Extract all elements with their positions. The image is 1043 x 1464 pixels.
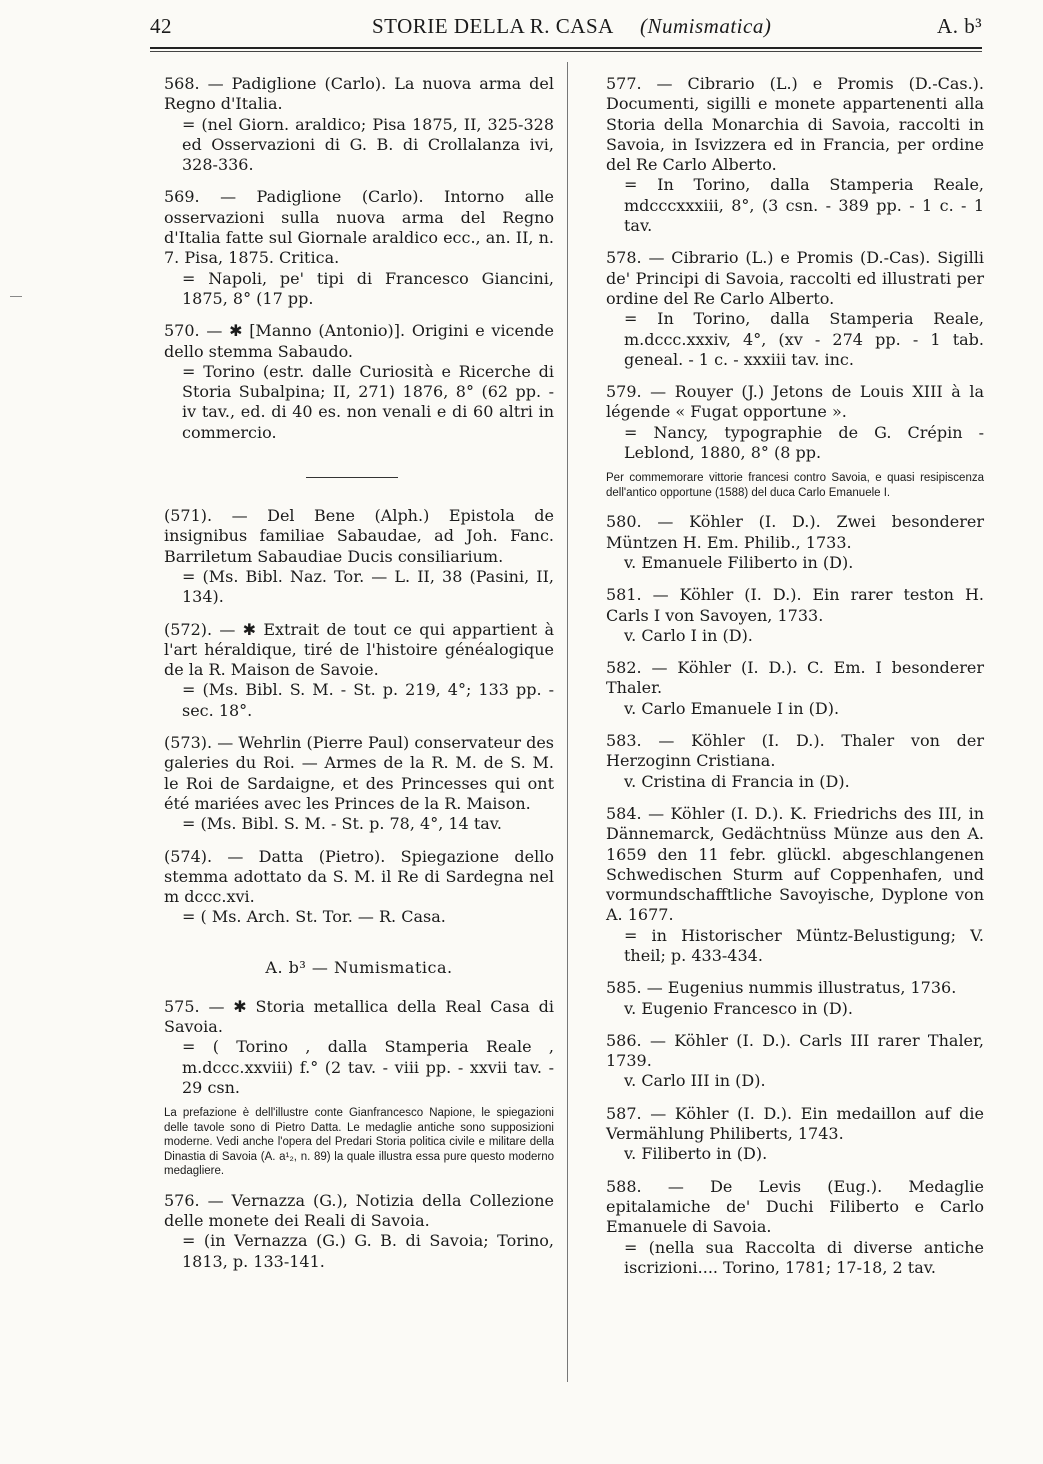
entry-584 [606,804,984,966]
running-subtitle: (Numismatica) [640,14,772,38]
entry-571 [164,506,554,607]
entry-title: (574). — Datta (Pietro). Spiegazione dello stemma adottato da S. M. il Re di Sardegna nel m dccc.xvi. [164,846,554,907]
entry-imprint: = (nel Giorn. araldico; Pisa 1875, II, 325-328 ed Osservazioni di G. B. di Crollalanza ivi, 328-336. [182,114,554,175]
header-rule [150,47,982,49]
entry-imprint: = In Torino, dalla Stamperia Reale, mdcccxxxiii, 8°, (3 csn. - 389 pp. - 1 c. - 1 tav. [624,175,984,236]
section-heading: A. b³ — Numismatica. [265,957,453,977]
entry-title: 587. — Köhler (I. D.). Ein medaillon auf die Vermählung Philiberts, 1743. [606,1103,984,1144]
separator-rule [306,477,398,478]
entry-title: (571). — Del Bene (Alph.) Epistola de insignibus familiae Sabaudae, ad Joh. Fanc. Barriletum Sabaudiae Ducis consiliarium. [164,506,554,566]
entry-title: 583. — Köhler (I. D.). Thaler von der Herzoginn Cristiana. [606,731,984,771]
entry-imprint: = Napoli, pe' tipi di Francesco Giancini, 1875, 8° (17 pp. [182,268,554,308]
entry-568 [164,74,554,175]
entry-572 [164,620,554,721]
note-579: Per commemorare vittorie francesi contro Savoia, e quasi resipiscenza dell'antico opportune (1588) del duca Carlo Emanuele I. [606,472,984,499]
entry-582 [606,658,984,719]
column-divider [567,62,568,1382]
left-column [164,74,554,1284]
entry-title: 578. — Cibrario (L.) e Promis (D.-Cas). Sigilli de' Principi di Savoia, raccolti ed illustrati per ordine del Re Carlo Alberto. [606,248,984,308]
entry-570 [164,321,554,443]
entry-crossref: v. Filiberto in (D). [624,1144,768,1164]
entry-imprint: = (nella sua Raccolta di diverse antiche iscrizioni.... Torino, 1781; 17-18, 2 tav. [624,1237,984,1277]
entry-583 [606,731,984,792]
entry-crossref: v. Carlo I in (D). [624,625,753,645]
entry-title: 569. — Padiglione (Carlo). Intorno alle osservazioni sulla nuova arma del Regno d'Italia fatte sul Giornale araldico ecc., an. II, n. 7. Pisa, 1875. Critica. [164,187,554,268]
entry-586 [606,1031,984,1092]
entry-title: 586. — Köhler (I. D.). Carls III rarer Thaler, 1739. [606,1030,984,1071]
entry-imprint: = In Torino, dalla Stamperia Reale, m.dccc.xxxiv, 4°, (xv - 274 pp. - 1 tab. geneal. - 1 c. - xxxiii tav. inc. [624,309,984,369]
entry-imprint: = (Ms. Bibl. S. M. - St. p. 78, 4°, 14 tav. [182,814,503,834]
entry-581 [606,585,984,646]
entry-crossref: v. Carlo III in (D). [624,1071,766,1091]
entry-579 [606,382,984,463]
entry-title: (573). — Wehrlin (Pierre Paul) conservateur des galeries du Roi. — Armes de la R. M. de S. M. le Roi de Sardaigne, et des Princesses qui ont été mariées avec les Princes de la R. Maison. [164,733,554,813]
entry-crossref: v. Carlo Emanuele I in (D). [624,698,840,718]
right-column [606,74,984,1290]
entry-title: 579. — Rouyer (J.) Jetons de Louis XIII à la légende « Fugat opportune ». [606,382,984,422]
entry-imprint: = ( Ms. Arch. St. Tor. — R. Casa. [182,907,446,927]
note-575: La prefazione è dell'illustre conte Gianfrancesco Napione, le spiegazioni delle tavole sono di Pietro Datta. Le medaglie antiche sono supposizioni moderne. Vedi anche l'opera del Predari Storia politica civile e militare della Dinastia di Savoia (A. a¹₂, n. 89) la quale illustra essa pure questo moderno medagliere. [164,1107,554,1178]
entry-imprint: = (Ms. Bibl. S. M. - St. p. 219, 4°; 133 pp. - sec. 18°. [182,680,554,720]
header-rule-thin [150,51,982,52]
entry-title: (572). — ✱ Extrait de tout ce qui appartient à l'art héraldique, tiré de l'histoire généalogique de la R. Maison de Savoie. [164,619,554,680]
entry-574 [164,847,554,928]
entry-title: 584. — Köhler (I. D.). K. Friedrichs des III, in Dännemarck, Gedächtnüss Münze aus den A. 1659 den 11 febr. glückl. abgeschlangenen Schwedischen Sturm auf Coppenhafen, und vormundschafftliche Savoyische, Dyplone von A. 1677. [606,803,984,925]
entry-title: 585. — Eugenius nummis illustratus, 1736. [606,978,957,998]
entry-578 [606,248,984,370]
entry-title: 588. — De Levis (Eug.). Medaglie epitalamiche de' Duchi Filiberto e Carlo Emanuele di Savoia. [606,1176,984,1237]
entry-573 [164,733,554,834]
entry-569 [164,187,554,309]
entry-imprint: = (in Vernazza (G.) G. B. di Savoia; Torino, 1813, p. 133-141. [182,1231,554,1271]
entry-title: 570. — ✱ [Manno (Antonio)]. Origini e vicende dello stemma Sabaudo. [164,321,554,361]
entry-crossref: v. Cristina di Francia in (D). [624,771,850,791]
entry-576 [164,1191,554,1272]
entry-575 [164,997,554,1098]
entry-title: 577. — Cibrario (L.) e Promis (D.-Cas.). Documenti, sigilli e monete appartenenti alla Storia della Monarchia di Savoia, raccolti in Savoia, in Isvizzera ed in Francia, per ordine del Re Carlo Alberto. [606,74,984,175]
entry-title: 582. — Köhler (I. D.). C. Em. I besonderer Thaler. [606,658,984,698]
entry-577 [606,74,984,236]
entry-title: 580. — Köhler (I. D.). Zwei besonderer Müntzen H. Em. Philib., 1733. [606,512,984,552]
entry-title: 581. — Köhler (I. D.). Ein rarer teston H. Carls I von Savoyen, 1733. [606,585,984,625]
running-header [150,14,982,48]
entry-588 [606,1177,984,1278]
entry-title: 568. — Padiglione (Carlo). La nuova arma del Regno d'Italia. [164,74,554,114]
margin-mark [10,296,22,297]
entry-imprint: = Torino (estr. dalle Curiosità e Ricerche di Storia Subalpina; II, 271) 1876, 8° (62 pp. - iv tav., ed. di 40 es. non venali e di 60 altri in commercio. [182,361,554,442]
entry-title: 576. — Vernazza (G.), Notizia della Collezione delle monete dei Reali di Savoia. [164,1190,554,1230]
entry-587 [606,1104,984,1165]
entry-crossref: v. Emanuele Filiberto in (D). [624,552,854,572]
page-number: 42 [150,14,172,38]
entry-580 [606,512,984,573]
running-title: STORIE DELLA R. CASA [372,14,614,38]
entry-title: 575. — ✱ Storia metallica della Real Casa di Savoia. [164,996,554,1036]
entry-imprint: = in Historischer Müntz-Belustigung; V. theil; p. 433-434. [624,925,984,965]
entry-imprint: = (Ms. Bibl. Naz. Tor. — L. II, 38 (Pasini, II, 134). [182,566,554,607]
entry-crossref: v. Eugenio Francesco in (D). [624,998,853,1018]
entry-imprint: = Nancy, typographie de G. Crépin - Leblond, 1880, 8° (8 pp. [624,422,984,463]
section-code: A. b³ [937,14,982,38]
entry-585 [606,978,984,1019]
entry-imprint: = ( Torino , dalla Stamperia Reale , m.dccc.xxviii) f.° (2 tav. - viii pp. - xxvii tav. - 29 csn. [182,1037,554,1097]
